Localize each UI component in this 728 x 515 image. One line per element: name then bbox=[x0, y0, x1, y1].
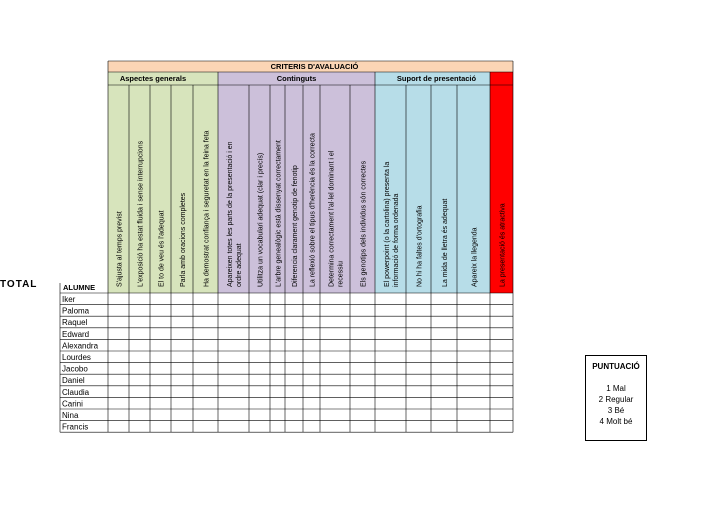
alumne-header: ALUMNE bbox=[63, 283, 96, 292]
student-name: Edward bbox=[62, 329, 90, 339]
scoring-item: 2 Regular bbox=[598, 395, 634, 404]
criterion-label: recessiu bbox=[337, 260, 345, 287]
student-name: Lourdes bbox=[62, 353, 91, 362]
scoring-item: 3 Bé bbox=[607, 406, 625, 415]
student-name: Francis bbox=[62, 422, 89, 432]
criterion-label: ordre adequat bbox=[236, 243, 243, 287]
criterion-label: La presentació és atractiva bbox=[499, 203, 507, 287]
criterion-label: informació de forma ordenada bbox=[393, 193, 400, 287]
student-name: Claudia bbox=[62, 387, 90, 397]
scoring-legend bbox=[585, 355, 647, 441]
criterion-label: La reflexió sobre el tipus d'herència és la correcta bbox=[309, 133, 317, 287]
scoring-item: 4 Molt bé bbox=[599, 417, 633, 426]
scoring-title: PUNTUACIÓ bbox=[592, 362, 640, 371]
student-name: Raquel bbox=[62, 318, 88, 328]
total-header: TOTAL bbox=[0, 279, 38, 290]
criterion-label: Utilitza un vocabulari adequat (clar i precís) bbox=[257, 152, 265, 287]
student-name: Jacobo bbox=[62, 364, 88, 374]
criterion-label: L'exposició ha estat fluida i sense interrupcions bbox=[137, 140, 145, 287]
criterion-label: El to de veu és l'adequat bbox=[158, 210, 166, 287]
student-name: Alexandra bbox=[62, 341, 99, 351]
student-name: Carini bbox=[62, 399, 83, 409]
criterion-label: Parla amb oracions completes bbox=[180, 192, 187, 287]
student-name: Paloma bbox=[62, 306, 90, 316]
student-name: Daniel bbox=[62, 376, 85, 386]
criterion-label: L'arbre genealògic està dissenyat correctament bbox=[275, 140, 283, 287]
criterion-label: Ha demostrat confiança i seguretat en la feina feta bbox=[203, 130, 211, 287]
criterion-label: El powerpoint (o la cartolina) presenta la bbox=[384, 161, 391, 287]
scoring-item: 1 Mal bbox=[606, 384, 626, 393]
criterion-label: No hi ha faltes d'ortografia bbox=[416, 205, 424, 287]
student-name: Nina bbox=[62, 411, 79, 420]
group-header: Aspectes generals bbox=[119, 74, 187, 83]
criterion-label: La mida de lletra és adequat bbox=[442, 198, 449, 287]
group-header: Continguts bbox=[276, 74, 317, 83]
criterion-label: S'ajusta al temps previst bbox=[116, 211, 124, 287]
criterion-label: Determina correctament l'al·lel dominant i el bbox=[328, 150, 336, 287]
criteria-title: CRITERIS D'AVALUACIÓ bbox=[270, 62, 359, 71]
criterion-label: Apareixen totes les parts de la presentació i en bbox=[227, 141, 234, 287]
criterion-label: Apareix la llegenda bbox=[471, 227, 479, 287]
student-name: Iker bbox=[62, 295, 76, 304]
criterion-label: Diferencia clarament genotip de fenotip bbox=[292, 165, 299, 287]
criterion-label: Els genotips dels individus són correctes bbox=[360, 160, 368, 287]
group-header: Suport de presentació bbox=[396, 74, 477, 83]
